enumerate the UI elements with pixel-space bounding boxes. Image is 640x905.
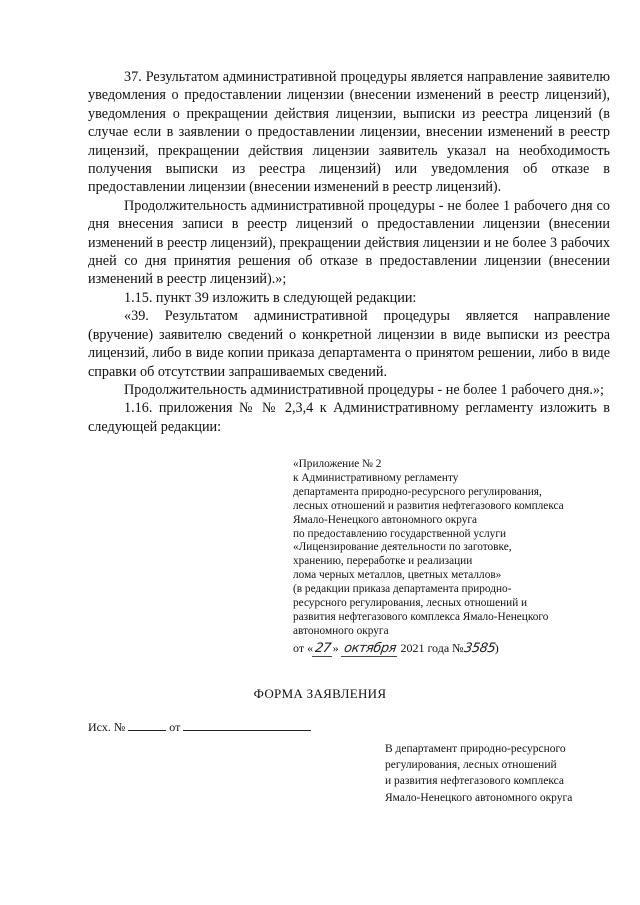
ref-from-label: от [169,720,181,734]
number-close: ) [494,640,499,655]
order-date-row [293,642,613,657]
appendix-line: Ямало-Ненецкого автономного округа [293,513,478,526]
appendix-line: по предоставлению государственной услуги [293,527,507,540]
form-title: ФОРМА ЗАЯВЛЕНИЯ [253,686,387,701]
addressee-line: и развития нефтегазового комплекса [385,775,564,788]
appendix-line: к Административному регламенту [293,471,459,484]
date-prefix: от « [293,640,314,655]
appendix-line: хранению, переработке и реализации [293,555,473,568]
appendix-line: лома черных металлов, цветных металлов» [293,569,502,582]
appendix-header [293,458,613,657]
ref-number-blank [128,719,166,731]
appendix-line: ресурсного регулирования, лесных отношений и [293,597,528,610]
paragraph-37: 37. Результатом административной процедуры является направление заявителю уведомления о предоставлении лицензии (внесении изменений в реестр лицензий), уведомления о прекращении действия лицензии, выписки из реестра лицензий (в случае если в заявлении о предоставлении лицензии, внесении изменений в реестр лицензий, прекращении действия лицензии заявитель указал на необходимость получения выписки из реестра лицензий) или уведомления об отказе в предоставлении лицензии (внесении изменений в реестр лицензий). [88,69,610,196]
addressee-line: регулирования, лесных отношений [385,759,557,772]
document-body [88,68,610,436]
paragraph-duration-2: Продолжительность административной процедуры - не более 1 рабочего дня.»; [124,381,604,398]
date-separator: » [332,640,339,655]
handwritten-month: октября [341,642,399,657]
appendix-line: (в редакции приказа департамента природно- [293,583,512,596]
ref-date-blank [183,719,311,731]
date-year: 2021 года [400,640,450,655]
appendix-line: «Лицензирование деятельности по заготовке, [293,541,512,554]
paragraph-1-16: 1.16. приложения № № 2,3,4 к Административному регламенту изложить в следующей редакции: [88,400,610,435]
paragraph-39: «39. Результатом административной процедуры является направление (вручение) заявителю сведений о конкретной лицензии в виде выписки из реестра лицензий, либо в виде копии приказа департамента о принятом решении, либо в виде справки об отсутствии запрашиваемых сведений. [88,308,610,380]
ref-number-label: Исх. № [88,720,126,734]
appendix-line: автономного округа [293,624,389,637]
appendix-line: «Приложение № 2 [293,458,382,470]
appendix-line: департамента природно-ресурсного регулирования, [293,485,542,498]
appendix-line: лесных отношений и развития нефтегазового комплекса [293,499,564,512]
number-label: № [452,640,464,655]
addressee-line: В департамент природно-ресурсного [385,743,566,755]
outgoing-reference-line [88,719,311,735]
appendix-line: развития нефтегазового комплекса Ямало-Ненецкого [293,610,549,623]
paragraph-1-15: 1.15. пункт 39 изложить в следующей редакции: [124,289,417,306]
handwritten-day: 27 [312,642,334,657]
handwritten-order-number: 3585 [462,640,496,656]
addressee-block [385,741,620,806]
paragraph-duration-1: Продолжительность административной процедуры - не более 1 рабочего дня со дня внесения записи в реестр лицензий о предоставлении лицензии (внесении изменений в реестр лицензий), прекращении действия лицензии и не более 3 рабочих дней со дня принятия решения об отказе в предоставлении лицензии (внесении изменений в реестр лицензий).»; [88,197,610,288]
addressee-line: Ямало-Ненецкого автономного округа [385,791,573,804]
